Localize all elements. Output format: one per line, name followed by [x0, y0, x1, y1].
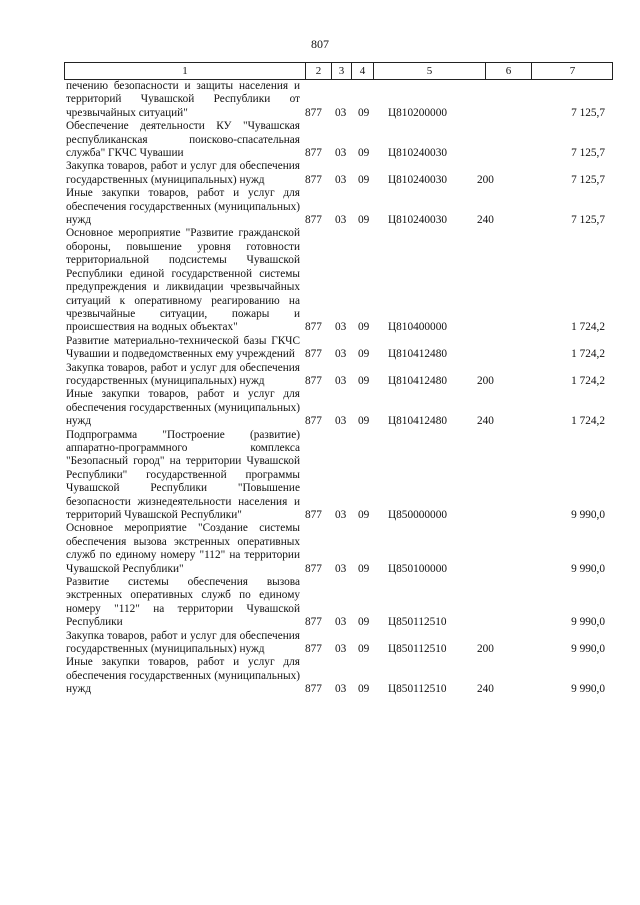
- row-admin-code: 877: [305, 321, 322, 334]
- row-admin-code: 877: [305, 643, 322, 656]
- table-row: [0, 80, 640, 120]
- row-name: печению безопасности и защиты населения и территорий Чувашской Республики от чрезвычайных ситуаций": [66, 80, 300, 119]
- row-expense-type: 240: [477, 214, 494, 227]
- header-col-4: 4: [352, 63, 374, 79]
- row-subsection-code: 09: [358, 147, 370, 160]
- row-name: Закупка товаров, работ и услуг для обеспечения государственных (муниципальных) нужд: [66, 361, 300, 387]
- row-amount: 1 724,2: [571, 321, 605, 334]
- row-amount: 9 990,0: [571, 562, 605, 575]
- row-target-article: Ц810240030: [388, 173, 447, 186]
- table-row: [0, 160, 640, 187]
- row-admin-code: 877: [305, 683, 322, 696]
- row-subsection-code: 09: [358, 509, 370, 521]
- row-subsection-code: 09: [358, 415, 370, 428]
- row-subsection-code: 09: [358, 683, 370, 696]
- row-target-article: Ц850112510: [388, 616, 447, 629]
- row-amount: 9 990,0: [571, 643, 605, 656]
- table-row: [0, 187, 640, 227]
- table-row: [0, 630, 640, 657]
- row-subsection-code: 09: [358, 321, 370, 334]
- row-subsection-code: 09: [358, 348, 370, 361]
- row-target-article: Ц850112510: [388, 683, 447, 696]
- row-name: Подпрограмма "Построение (развитие) аппаратно-программного комплекса "Безопасный город" на территории Чувашской Республики" государственной программы Чувашской Республики "Повышение безопасности жизнедеятельности населения и территорий Чувашской Республики": [66, 428, 300, 521]
- row-subsection-code: 09: [358, 214, 370, 227]
- row-admin-code: 877: [305, 616, 322, 629]
- row-section-code: 03: [335, 616, 347, 629]
- row-section-code: 03: [335, 147, 347, 160]
- header-col-1: 1: [65, 63, 306, 79]
- row-admin-code: 877: [305, 374, 322, 387]
- table-header: [64, 62, 613, 80]
- row-name: Основное мероприятие "Создание системы обеспечения вызова экстренных оперативных служб по единому номеру "112" на территории Чувашской Республики": [66, 522, 300, 575]
- row-subsection-code: 09: [358, 616, 370, 629]
- row-amount: 7 125,7: [571, 173, 605, 186]
- row-subsection-code: 09: [358, 643, 370, 656]
- table-row: [0, 576, 640, 630]
- row-target-article: Ц850112510: [388, 643, 447, 656]
- row-target-article: Ц810412480: [388, 374, 447, 387]
- table-row: [0, 522, 640, 576]
- table-row: [0, 388, 640, 428]
- row-target-article: Ц850100000: [388, 562, 447, 575]
- table-row: [0, 335, 640, 362]
- table-row: [0, 429, 640, 523]
- row-target-article: Ц810240030: [388, 147, 447, 160]
- row-admin-code: 877: [305, 106, 322, 119]
- header-col-3: 3: [332, 63, 352, 79]
- row-subsection-code: 09: [358, 374, 370, 387]
- row-name: Развитие материально-технической базы ГКЧС Чувашии и подведомственных ему учреждений: [66, 334, 300, 361]
- row-expense-type: 240: [477, 683, 494, 696]
- row-name: Иные закупки товаров, работ и услуг для обеспечения государственных (муниципальных) нужд: [66, 388, 300, 428]
- row-subsection-code: 09: [358, 562, 370, 575]
- row-name: Иные закупки товаров, работ и услуг для обеспечения государственных (муниципальных) нужд: [66, 656, 300, 696]
- budget-table-body: [0, 80, 640, 697]
- table-row: [0, 656, 640, 696]
- row-name: Обеспечение деятельности КУ "Чувашская республиканская поисково-спасательная служба" ГКЧС Чувашии: [66, 120, 300, 160]
- row-target-article: Ц810200000: [388, 106, 447, 119]
- row-target-article: Ц810412480: [388, 348, 447, 361]
- row-section-code: 03: [335, 106, 347, 119]
- row-section-code: 03: [335, 562, 347, 575]
- row-amount: 1 724,2: [571, 374, 605, 387]
- header-col-5: 5: [374, 63, 486, 79]
- row-admin-code: 877: [305, 147, 322, 160]
- row-amount: 7 125,7: [571, 106, 605, 119]
- row-name: Основное мероприятие "Развитие гражданской обороны, повышение уровня готовности территориальной подсистемы Чувашской Республики единой государственной системы предупреждения и ликвидации чрезвычайных ситуаций к оперативному реагированию на чрезвычайные ситуации, пожары и происшествия на водных объектах": [66, 227, 300, 334]
- row-amount: 9 990,0: [571, 683, 605, 696]
- row-admin-code: 877: [305, 509, 322, 521]
- row-section-code: 03: [335, 415, 347, 428]
- row-section-code: 03: [335, 643, 347, 656]
- row-target-article: Ц810412480: [388, 415, 447, 428]
- row-admin-code: 877: [305, 562, 322, 575]
- row-section-code: 03: [335, 173, 347, 186]
- row-amount: 1 724,2: [571, 415, 605, 428]
- row-section-code: 03: [335, 321, 347, 334]
- row-section-code: 03: [335, 509, 347, 521]
- row-section-code: 03: [335, 683, 347, 696]
- row-admin-code: 877: [305, 348, 322, 361]
- row-name: Развитие системы обеспечения вызова экстренных оперативных служб по единому номеру "112" на территории Чувашской Республики: [66, 576, 300, 629]
- header-col-7: 7: [569, 65, 576, 77]
- row-expense-type: 200: [477, 643, 494, 656]
- header-col-2: 2: [306, 63, 332, 79]
- row-target-article: Ц810400000: [388, 321, 447, 334]
- row-expense-type: 200: [477, 374, 494, 387]
- page-number: 807: [311, 37, 329, 51]
- row-amount: 1 724,2: [571, 348, 605, 361]
- row-admin-code: 877: [305, 214, 322, 227]
- header-col-6: 6: [486, 63, 532, 79]
- table-row: [0, 362, 640, 389]
- table-row: [0, 227, 640, 334]
- row-admin-code: 877: [305, 415, 322, 428]
- row-name: Закупка товаров, работ и услуг для обеспечения государственных (муниципальных) нужд: [66, 160, 300, 186]
- row-section-code: 03: [335, 348, 347, 361]
- row-amount: 7 125,7: [571, 147, 605, 160]
- row-subsection-code: 09: [358, 106, 370, 119]
- row-name: Закупка товаров, работ и услуг для обеспечения государственных (муниципальных) нужд: [66, 629, 300, 656]
- row-section-code: 03: [335, 214, 347, 227]
- row-admin-code: 877: [305, 173, 322, 186]
- row-amount: 9 990,0: [571, 509, 605, 521]
- row-amount: 7 125,7: [571, 214, 605, 227]
- row-subsection-code: 09: [358, 173, 370, 186]
- row-target-article: Ц810240030: [388, 214, 447, 227]
- row-expense-type: 200: [477, 173, 494, 186]
- table-row: [0, 120, 640, 160]
- row-target-article: Ц850000000: [388, 509, 447, 521]
- row-expense-type: 240: [477, 415, 494, 428]
- row-name: Иные закупки товаров, работ и услуг для обеспечения государственных (муниципальных) нужд: [66, 187, 300, 227]
- row-section-code: 03: [335, 374, 347, 387]
- row-amount: 9 990,0: [571, 616, 605, 629]
